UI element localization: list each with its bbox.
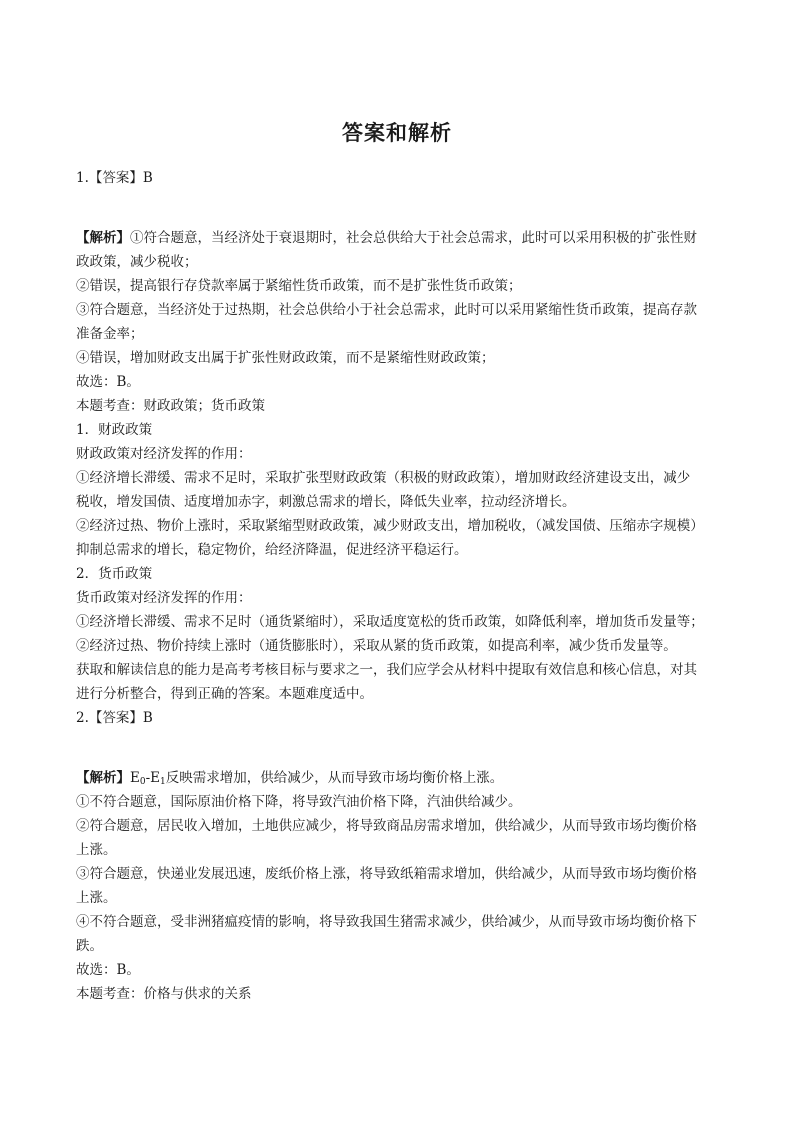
q2-answer: 2.【答案】B: [76, 710, 153, 726]
q1-text: ②经济过热、物价上涨时，采取紧缩型财政政策，减少财政支出，增加税收，（减发国债、压缩赤字规模）: [76, 518, 704, 534]
answer-content: [76, 166, 736, 1006]
q1-analysis-line: [76, 226, 736, 250]
q2-analysis-tag: 【解析】: [76, 770, 130, 786]
q1-text: ①符合题意，当经济处于衰退期时，社会总供给大于社会总需求，此时可以采用积极的扩张性财: [130, 230, 697, 246]
q2-text: ③符合题意，快递业发展迅速，废纸价格上涨，将导致纸箱需求增加，供给减少，从而导致市场均衡价格: [76, 866, 697, 882]
q2-text: 本题考查：价格与供求的关系: [76, 986, 252, 1002]
q1-analysis-tag: 【解析】: [76, 230, 130, 246]
q1-text: 获取和解读信息的能力是高考考核目标与要求之一，我们应学会从材料中提取有效信息和核心信息，对其: [76, 662, 697, 678]
e-symbol: E: [130, 770, 140, 786]
e-dash: -E: [145, 770, 161, 786]
e-subscript: 1: [160, 777, 166, 787]
q1-text: 财政政策对经济发挥的作用：: [76, 446, 252, 462]
q2-analysis-line: [76, 766, 736, 790]
q1-text: 货币政策对经济发挥的作用：: [76, 590, 252, 606]
q2-text: 上涨。: [76, 842, 117, 858]
q1-text: 故选：B。: [76, 374, 140, 390]
spacer: [76, 190, 736, 226]
q1-text: ②经济过热、物价持续上涨时（通货膨胀时），采取从紧的货币政策，如提高利率，减少货币发量等。: [76, 638, 677, 654]
q1-text: 税收，增发国债、适度增加赤字，刺激总需求的增长，降低失业率，拉动经济增长。: [76, 494, 576, 510]
q1-text: ④错误，增加财政支出属于扩张性财政政策，而不是紧缩性财政政策；: [76, 350, 495, 366]
q2-text: ②符合题意，居民收入增加，土地供应减少，将导致商品房需求增加，供给减少，从而导致市场均衡价格: [76, 818, 697, 834]
q1-text: ③符合题意，当经济处于过热期，社会总供给小于社会总需求，此时可以采用紧缩性货币政策，提高存款: [76, 302, 697, 318]
spacer: [76, 730, 736, 766]
q1-text: ②错误，提高银行存贷款率属于紧缩性货币政策，而不是扩张性货币政策；: [76, 278, 522, 294]
q1-text: 进行分析整合，得到正确的答案。本题难度适中。: [76, 686, 373, 702]
q2-text: ①不符合题意，国际原油价格下降，将导致汽油价格下降，汽油供给减少。: [76, 794, 522, 810]
q1-text: ①经济增长滞缓、需求不足时（通货紧缩时），采取适度宽松的货币政策，如降低利率，增加货币发量等；: [76, 614, 704, 630]
q2-text: 反映需求增加，供给减少，从而导致市场均衡价格上涨。: [165, 770, 504, 786]
q1-text: 1．财政政策: [76, 422, 153, 438]
q1-text: 抑制总需求的增长，稳定物价，给经济降温，促进经济平稳运行。: [76, 542, 468, 558]
q1-text: 本题考查：财政政策；货币政策: [76, 398, 265, 414]
q2-text: ④不符合题意，受非洲猪瘟疫情的影响，将导致我国生猪需求减少，供给减少，从而导致市场均衡价格下: [76, 914, 697, 930]
q1-answer: 1.【答案】B: [76, 170, 153, 186]
q2-text: 上涨。: [76, 890, 117, 906]
q1-text: 政政策，减少税收；: [76, 254, 198, 270]
q2-text: 故选：B。: [76, 962, 140, 978]
q1-text: ①经济增长滞缓、需求不足时，采取扩张型财政政策（积极的财政政策），增加财政经济建设支出，减少: [76, 470, 691, 486]
q2-text: 跌。: [76, 938, 103, 954]
e-subscript: 0: [139, 777, 146, 787]
q1-text: 准备金率；: [76, 326, 144, 342]
page-title: 答案和解析: [342, 121, 452, 145]
q1-text: 2．货币政策: [76, 566, 153, 582]
